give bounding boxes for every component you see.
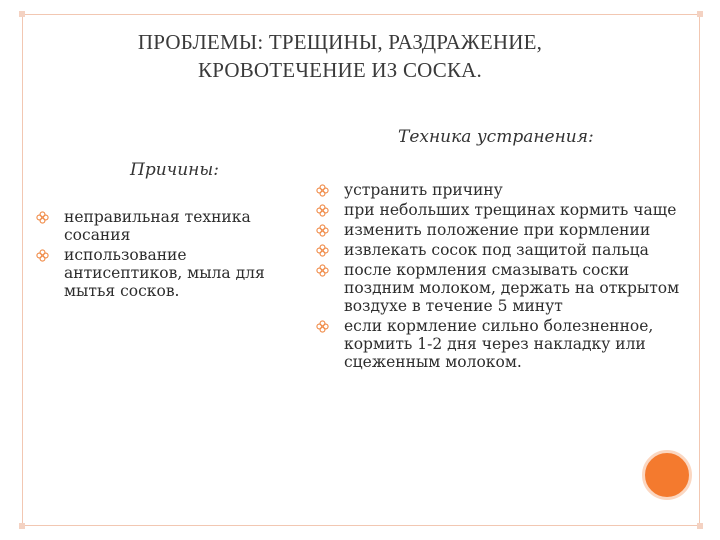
remedies-item-text: после кормления смазывать соски поздним молоком, держать на открытом воздухе в течение 5 минут (344, 261, 680, 315)
flower-bullet-icon (36, 249, 49, 262)
list-item (316, 181, 688, 199)
remedies-item-text: устранить причину (344, 181, 503, 199)
flower-bullet-icon (316, 184, 329, 197)
list-item (36, 208, 294, 244)
list-item (36, 246, 294, 300)
list-item (316, 201, 688, 219)
flower-bullet-icon (316, 204, 329, 217)
causes-heading: Причины: (130, 160, 219, 180)
frame-corner (697, 523, 703, 529)
accent-circle-decoration (642, 450, 692, 500)
slide-title (60, 28, 620, 84)
flower-bullet-icon (36, 211, 49, 224)
remedies-item-text: при небольших трещинах кормить чаще (344, 201, 677, 219)
remedies-item-text: извлекать сосок под защитой пальца (344, 241, 649, 259)
list-item (316, 221, 688, 239)
causes-item-text: неправильная техника сосания (64, 208, 251, 244)
remedies-list (316, 181, 688, 373)
remedies-heading: Техника устранения: (398, 127, 594, 147)
flower-bullet-icon (316, 320, 329, 333)
list-item (316, 241, 688, 259)
flower-bullet-icon (316, 264, 329, 277)
list-item (316, 317, 688, 371)
title-line-1: ПРОБЛЕМЫ: ТРЕЩИНЫ, РАЗДРАЖЕНИЕ, (137, 30, 543, 54)
frame-corner (697, 11, 703, 17)
causes-item-text: использование антисептиков, мыла для мытья сосков. (64, 246, 265, 300)
title-line-2: КРОВОТЕЧЕНИЕ ИЗ СОСКА. (197, 58, 482, 82)
remedies-item-text: если кормление сильно болезненное, кормить 1-2 дня через накладку или сцеженным молоком. (344, 317, 654, 371)
frame-corner (19, 523, 25, 529)
causes-list (36, 208, 294, 302)
flower-bullet-icon (316, 244, 329, 257)
frame-corner (19, 11, 25, 17)
remedies-item-text: изменить положение при кормлении (344, 221, 651, 239)
flower-bullet-icon (316, 224, 329, 237)
list-item (316, 261, 688, 315)
